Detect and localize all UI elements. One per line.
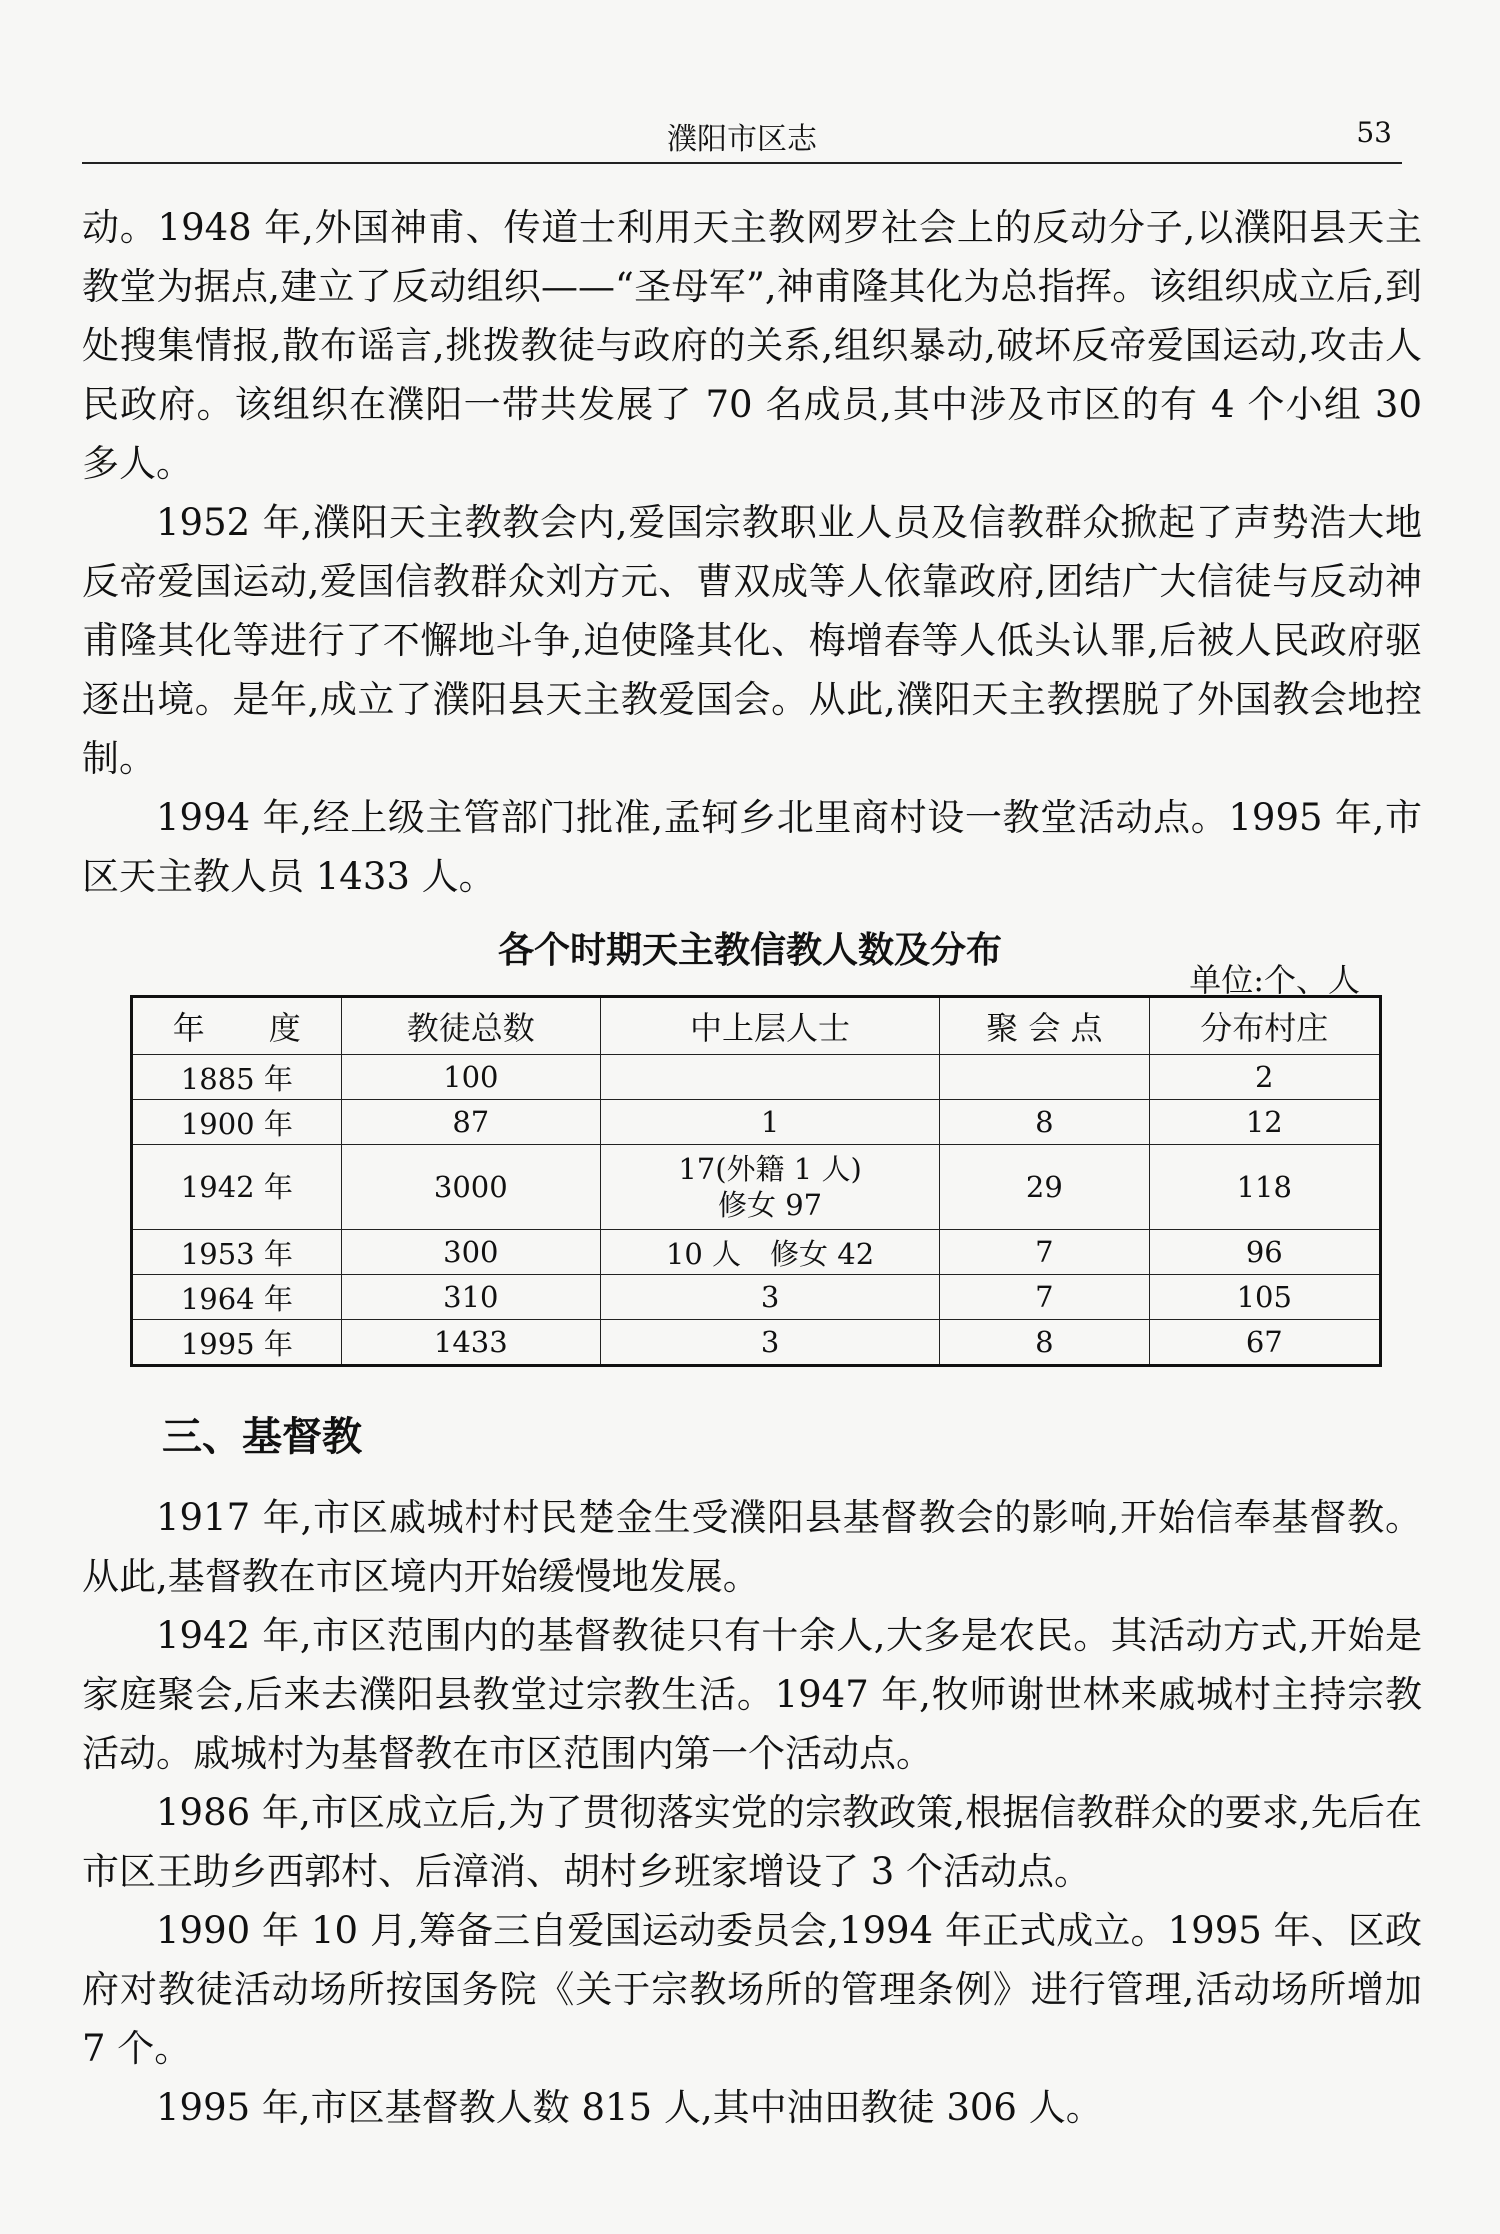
section-heading: 三、基督教 [162, 1414, 362, 1460]
paragraph-1995: 1995 年,市区基督教人数 815 人,其中油田教徒 306 人。 [156, 2086, 1103, 2129]
cell-total: 1433 [341, 1320, 600, 1366]
header-year: 年 度 [132, 997, 342, 1055]
table-row [132, 1100, 1381, 1145]
running-header [82, 108, 1402, 164]
header-meeting-points: 聚 会 点 [940, 997, 1149, 1055]
table-title: 各个时期天主教信教人数及分布 [497, 930, 1002, 971]
cell-year: 1900 年 [132, 1100, 342, 1145]
cell-total: 3000 [341, 1145, 600, 1230]
cell-upper: 3 [601, 1320, 940, 1366]
cell-year: 1964 年 [132, 1275, 342, 1320]
table-row [132, 1230, 1381, 1275]
cell-meeting: 7 [940, 1275, 1149, 1320]
cell-total: 310 [341, 1275, 600, 1320]
cell-year: 1995 年 [132, 1320, 342, 1366]
paragraph-1942: 1942 年,市区范围内的基督教徒只有十余人,大多是农民。其活动方式,开始是家庭聚会,后来去濮阳县教堂过宗教生活。1947 年,牧师谢世林来戚城村主持宗教活动。戚城村为基督教在市区范围内第一个活动点。 [82, 1614, 1422, 1775]
table-header-row [132, 997, 1381, 1055]
cell-total: 300 [341, 1230, 600, 1275]
paragraph-continued: 动。1948 年,外国神甫、传道士利用天主教网罗社会上的反动分子,以濮阳县天主教堂为据点,建立了反动组织——“圣母军”,神甫隆其化为总指挥。该组织成立后,到处搜集情报,散布谣言,挑拨教徒与政府的关系,组织暴动,破坏反帝爱国运动,攻击人民政府。该组织在濮阳一带共发展了 70 名成员,其中涉及市区的有 4 个小组 30 多人。 [82, 206, 1422, 485]
cell-villages: 96 [1149, 1230, 1380, 1275]
header-villages: 分布村庄 [1149, 997, 1380, 1055]
cell-upper [601, 1145, 940, 1230]
cell-upper: 1 [601, 1100, 940, 1145]
cell-total: 87 [341, 1100, 600, 1145]
cell-villages: 2 [1149, 1055, 1380, 1100]
cell-upper-line-1: 17(外籍 1 人) [678, 1152, 862, 1186]
cell-villages: 67 [1149, 1320, 1380, 1366]
cell-meeting: 8 [940, 1320, 1149, 1366]
header-total: 教徒总数 [341, 997, 600, 1055]
table-unit: 单位:个、人 [1189, 961, 1360, 999]
header-upper-class: 中上层人士 [601, 997, 940, 1055]
cell-villages: 105 [1149, 1275, 1380, 1320]
cell-meeting: 8 [940, 1100, 1149, 1145]
cell-year: 1942 年 [132, 1145, 342, 1230]
cell-meeting: 29 [940, 1145, 1149, 1230]
paragraph-1952: 1952 年,濮阳天主教教会内,爱国宗教职业人员及信教群众掀起了声势浩大地反帝爱国运动,爱国信教群众刘方元、曹双成等人依靠政府,团结广大信徒与反动神甫隆其化等进行了不懈地斗争,迫使隆其化、梅增春等人低头认罪,后被人民政府驱逐出境。是年,成立了濮阳县天主教爱国会。从此,濮阳天主教摆脱了外国教会地控制。 [82, 501, 1422, 780]
cell-year: 1953 年 [132, 1230, 342, 1275]
paragraph-1986: 1986 年,市区成立后,为了贯彻落实党的宗教政策,根据信教群众的要求,先后在市区王助乡西郭村、后漳消、胡村乡班家增设了 3 个活动点。 [82, 1791, 1422, 1893]
header-title: 濮阳市区志 [667, 122, 817, 157]
cell-upper: 3 [601, 1275, 940, 1320]
cell-villages: 118 [1149, 1145, 1380, 1230]
page-number: 53 [1356, 116, 1392, 149]
catholic-statistics-table [130, 995, 1382, 1367]
cell-upper: 10 人 修女 42 [601, 1230, 940, 1275]
cell-meeting: 7 [940, 1230, 1149, 1275]
paragraph-1990: 1990 年 10 月,筹备三自爱国运动委员会,1994 年正式成立。1995 年、区政府对教徒活动场所按国务院《关于宗教场所的管理条例》进行管理,活动场所增加 7 个。 [82, 1909, 1422, 2070]
cell-upper-line-2: 修女 97 [718, 1188, 823, 1222]
table-row [132, 1145, 1381, 1230]
cell-total: 100 [341, 1055, 600, 1100]
paragraph-1994: 1994 年,经上级主管部门批准,孟轲乡北里商村设一教堂活动点。1995 年,市区天主教人员 1433 人。 [82, 796, 1422, 898]
paragraph-1917: 1917 年,市区戚城村村民楚金生受濮阳县基督教会的影响,开始信奉基督教。从此,基督教在市区境内开始缓慢地发展。 [82, 1496, 1422, 1598]
table-row [132, 1275, 1381, 1320]
table-row [132, 1055, 1381, 1100]
cell-year: 1885 年 [132, 1055, 342, 1100]
table-row [132, 1320, 1381, 1366]
cell-meeting [940, 1055, 1149, 1100]
cell-villages: 12 [1149, 1100, 1380, 1145]
cell-upper [601, 1055, 940, 1100]
